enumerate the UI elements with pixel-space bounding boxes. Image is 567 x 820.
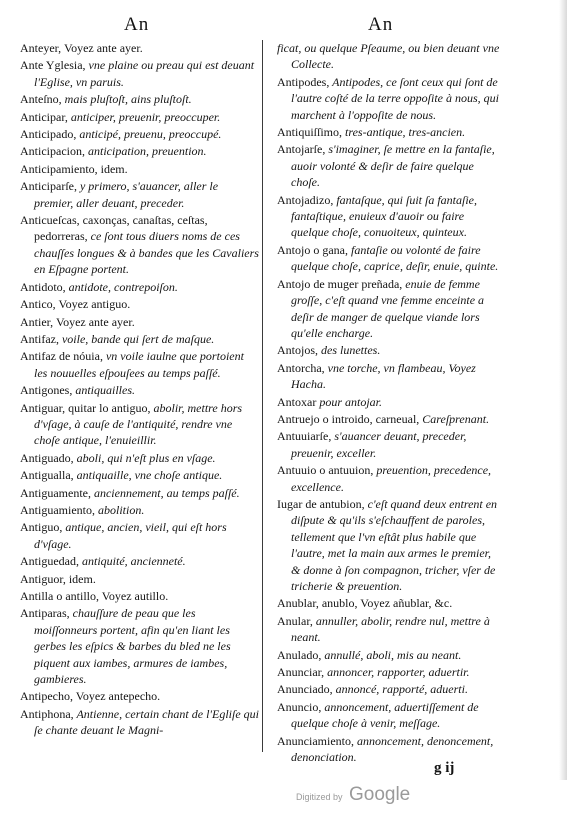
entry-headword: Antiguamente, bbox=[20, 485, 91, 500]
dictionary-entry bbox=[277, 428, 503, 461]
dictionary-entry bbox=[20, 143, 260, 159]
entry-headword: Anublar, anublo, Voyez añublar, &c. bbox=[277, 596, 453, 611]
dictionary-entry bbox=[20, 502, 260, 518]
dictionary-entry bbox=[20, 331, 260, 347]
dictionary-entry bbox=[277, 74, 503, 123]
entry-headword: Antifaz, bbox=[20, 331, 59, 346]
entry-headword: Antipodes, bbox=[277, 74, 330, 89]
entry-definition: tres-antique, tres-ancien. bbox=[342, 125, 466, 140]
entry-headword: Antuuio o antuuion, bbox=[277, 463, 374, 478]
entry-definition: aboli, qui n'eſt plus en vſage. bbox=[73, 450, 216, 465]
entry-headword: Antojadizo, bbox=[277, 192, 334, 207]
entry-definition: des lunettes. bbox=[318, 343, 381, 358]
dictionary-entry bbox=[20, 571, 260, 587]
dictionary-entry bbox=[20, 553, 260, 569]
dictionary-entry bbox=[20, 279, 260, 295]
dictionary-entry bbox=[277, 613, 503, 646]
dictionary-entry bbox=[277, 141, 503, 190]
entry-definition: annoncer, rapporter, aduertir. bbox=[324, 665, 470, 680]
entry-definition: vn voile iaulne que portoient les nouuelles eſpouſees au temps paſſé. bbox=[34, 349, 244, 380]
watermark-brand: Google bbox=[348, 784, 411, 805]
entry-definition: antique, ancien, vieil, qui eſt hors d'vſage. bbox=[34, 520, 227, 551]
entry-headword: Anticipacion, bbox=[20, 144, 85, 159]
entry-definition: enuie de femme groſſe, c'eſt quand vne femme enceinte a deſir de manger de quelque viande lors qu'elle encharge. bbox=[291, 276, 485, 340]
dictionary-entry bbox=[277, 394, 503, 410]
entry-definition: y primero, s'auancer, aller le premier, aller deuant, preceder. bbox=[34, 179, 219, 210]
dictionary-entry bbox=[277, 124, 503, 140]
entry-headword: Antiguedad, bbox=[20, 554, 79, 569]
entry-definition: antiquaille, vne choſe antique. bbox=[73, 468, 223, 483]
entry-definition: annuller, abolir, rendre nul, mettre à neant. bbox=[291, 613, 490, 645]
entry-definition: vne plaine ou preau qui est deuant l'Eglise, vn paruis. bbox=[34, 58, 255, 89]
dictionary-entry bbox=[20, 109, 260, 125]
entry-headword: Anulado, bbox=[277, 647, 322, 662]
entry-headword: Antiguamiento, bbox=[20, 502, 95, 517]
dictionary-entry bbox=[20, 450, 260, 466]
dictionary-entry bbox=[20, 605, 260, 687]
entry-headword: Antojos, bbox=[277, 343, 319, 358]
entry-definition: ficat, ou quelque Pſeaume, ou bien deuant vne Collecte. bbox=[277, 41, 500, 72]
entry-headword: Anticipar, bbox=[20, 109, 68, 124]
running-header bbox=[0, 14, 567, 36]
header-right: An bbox=[368, 14, 394, 35]
entry-headword: Anuncio, bbox=[277, 699, 322, 714]
dictionary-entry bbox=[20, 212, 260, 278]
dictionary-entry bbox=[20, 485, 260, 501]
entry-headword: Anticipado, bbox=[20, 127, 77, 142]
entry-headword: Antigualla, bbox=[20, 468, 74, 483]
entry-headword: Antifaz de nóuia, bbox=[20, 349, 103, 364]
dictionary-entry bbox=[20, 126, 260, 142]
entry-definition: abolir, mettre hors d'vſage, à cauſe de l'antiquité, rendre vne choſe antique, l'enuieillir. bbox=[34, 400, 243, 448]
dictionary-entry bbox=[20, 688, 260, 704]
dictionary-entry bbox=[20, 296, 260, 312]
dictionary-entry bbox=[277, 411, 503, 427]
entry-headword: Antier, Voyez ante ayer. bbox=[20, 314, 135, 329]
dictionary-entry bbox=[277, 276, 503, 342]
entry-headword: Antuuiarſe, bbox=[277, 429, 332, 444]
signature-mark: g ij bbox=[434, 760, 455, 776]
entry-headword: Antiquiſſimo, bbox=[277, 125, 343, 140]
page-edge-shadow bbox=[559, 0, 567, 780]
entry-definition: anciennement, au temps paſſé. bbox=[90, 485, 240, 500]
dictionary-entry bbox=[20, 382, 260, 398]
entry-headword: Iugar de antubion, bbox=[277, 496, 365, 511]
entry-definition: Antipodes, ce ſont ceux qui ſont de l'autre coſté de la terre oppoſite à nous, qui marchent à l'oppoſite de nous. bbox=[291, 74, 499, 122]
dictionary-entry bbox=[277, 647, 503, 663]
dictionary-entry bbox=[277, 40, 503, 73]
entry-headword: Antigones, bbox=[20, 383, 73, 398]
entry-headword: Anunciar, bbox=[277, 665, 325, 680]
dictionary-entry bbox=[277, 462, 503, 495]
entry-definition: annoncement, aduertiſſement de quelque choſe à venir, meſſage. bbox=[291, 699, 479, 731]
dictionary-entry bbox=[277, 342, 503, 358]
dictionary-entry bbox=[20, 706, 260, 739]
entry-headword: Antipecho, Voyez antepecho. bbox=[20, 689, 161, 704]
entry-headword: Antilla o antillo, Voyez autillo. bbox=[20, 589, 169, 603]
entry-headword: Anunciado, bbox=[277, 682, 333, 697]
entry-definition: ce ſont tous diuers noms de ces chauſſes longues & à bandes que les Cavaliers en Eſpagne portent. bbox=[34, 229, 259, 277]
entry-definition: pour antojar. bbox=[316, 394, 383, 409]
digitized-watermark bbox=[296, 784, 410, 806]
entry-headword: Anunciamiento, bbox=[277, 733, 354, 748]
entry-definition: preuention, precedence, excellence. bbox=[291, 463, 492, 494]
entry-headword: Antiguado, bbox=[20, 450, 74, 465]
dictionary-entry bbox=[277, 595, 503, 611]
entry-headword: Ante Yglesia, bbox=[20, 58, 86, 73]
entry-headword: Antiphona, bbox=[20, 706, 74, 721]
entry-headword: Antruejo o introido, carneual, bbox=[277, 411, 420, 426]
entry-definition: annoncé, rapporté, aduerti. bbox=[332, 682, 468, 697]
entry-headword: Antiguar, quitar lo antiguo, bbox=[20, 400, 151, 415]
entry-definition: vne torche, vn flambeau, Voyez Hacha. bbox=[291, 360, 476, 392]
dictionary-entry bbox=[20, 467, 260, 483]
entry-definition: chauſſure de peau que les moiſſonneurs portent, afin qu'en liant les gerbes les eſpics & barbes du bled ne les piquent aux iambes, armures de iambes, gambieres. bbox=[34, 606, 231, 687]
entry-headword: Antojarſe, bbox=[277, 142, 326, 157]
entry-definition: antiquité, ancienneté. bbox=[79, 554, 186, 569]
entry-definition: mais pluſtoſt, ains pluſtoſt. bbox=[61, 92, 192, 107]
dictionary-entry bbox=[277, 360, 503, 393]
entry-definition: anticipation, preuention. bbox=[84, 144, 207, 159]
dictionary-entry bbox=[20, 178, 260, 211]
dictionary-entry bbox=[277, 681, 503, 697]
entry-headword: Antojo o gana, bbox=[277, 242, 348, 257]
entry-definition: antiquailles. bbox=[72, 383, 136, 398]
entry-definition: fantaſie ou volonté de faire quelque choſe, caprice, deſir, enuie, quinte. bbox=[291, 242, 499, 274]
dictionary-entry bbox=[20, 91, 260, 107]
dictionary-entry bbox=[277, 664, 503, 680]
entry-definition: s'imaginer, ſe mettre en la fantaſie, auoir volonté & deſir de faire quelque choſe. bbox=[291, 142, 495, 190]
entry-headword: Anticiparſe, bbox=[20, 179, 77, 194]
entry-headword: Antiparas, bbox=[20, 606, 70, 621]
dictionary-entry bbox=[20, 314, 260, 330]
entry-definition: anticiper, preuenir, preoccuper. bbox=[67, 109, 221, 124]
dictionary-entry bbox=[20, 588, 260, 604]
dictionary-entry bbox=[20, 40, 260, 56]
dictionary-entry bbox=[277, 496, 503, 594]
header-left: An bbox=[124, 14, 150, 35]
entry-definition: s'auancer deuant, preceder, preuenir, exceller. bbox=[291, 429, 467, 460]
entry-headword: Antoxar bbox=[277, 394, 317, 409]
dictionary-entry bbox=[277, 242, 503, 275]
entry-definition: annoncement, denoncement, denonciation. bbox=[291, 733, 494, 765]
entry-headword: Anticueſcas, caxonças, canaſtas, ceſtas, pedorreras, bbox=[20, 213, 208, 244]
entry-headword: Anteſno, bbox=[20, 92, 62, 107]
dictionary-entry bbox=[20, 161, 260, 177]
entry-definition: voile, bande qui ſert de maſque. bbox=[58, 331, 215, 346]
dictionary-entry bbox=[277, 733, 503, 766]
entry-definition: annullé, aboli, mis au neant. bbox=[321, 647, 462, 662]
dictionary-entry bbox=[20, 519, 260, 552]
entry-definition: fantaſque, qui ſuit ſa fantaſie, fantaſtique, enuieux d'auoir ou faire quelque choſe, conuoiteux, quinteux. bbox=[291, 192, 477, 240]
column-divider bbox=[262, 40, 263, 752]
entry-headword: Antiguo, bbox=[20, 520, 63, 535]
right-column bbox=[277, 40, 503, 766]
entry-definition: anticipé, preuenu, preoccupé. bbox=[76, 127, 222, 142]
dictionary-entry bbox=[20, 348, 260, 381]
entry-headword: Antojo de muger preñada, bbox=[277, 276, 403, 291]
entry-headword: Antico, Voyez antiguo. bbox=[20, 297, 131, 312]
left-column bbox=[20, 40, 260, 740]
entry-headword: Anteyer, Voyez ante ayer. bbox=[20, 41, 143, 55]
entry-headword: Anticipamiento, idem. bbox=[20, 161, 128, 176]
entry-headword: Antiguor, idem. bbox=[20, 571, 96, 586]
entry-definition: Antienne, certain chant de l'Egliſe qui ſe chante deuant le Magni- bbox=[34, 706, 259, 738]
dictionary-entry bbox=[20, 57, 260, 90]
entry-definition: antidote, contrepoiſon. bbox=[65, 279, 178, 294]
dictionary-entry bbox=[277, 699, 503, 732]
dictionary-entry bbox=[277, 192, 503, 241]
entry-definition: abolition. bbox=[95, 502, 145, 517]
dictionary-entry bbox=[20, 400, 260, 449]
entry-headword: Antidoto, bbox=[20, 279, 66, 294]
entry-definition: c'eſt quand deux entrent en diſpute & qu'ils s'eſchauffent de paroles, tellement que l'vn eſtât plus habile que l'autre, met la main aux armes le premier, & donne à ſon compagnon, tricher, vſer de tricherie & preuention. bbox=[291, 496, 498, 593]
entry-headword: Antorcha, bbox=[277, 360, 325, 375]
entry-definition: Careſprenant. bbox=[419, 411, 490, 426]
entry-headword: Anular, bbox=[277, 613, 313, 628]
watermark-prefix: Digitized by bbox=[296, 792, 343, 802]
